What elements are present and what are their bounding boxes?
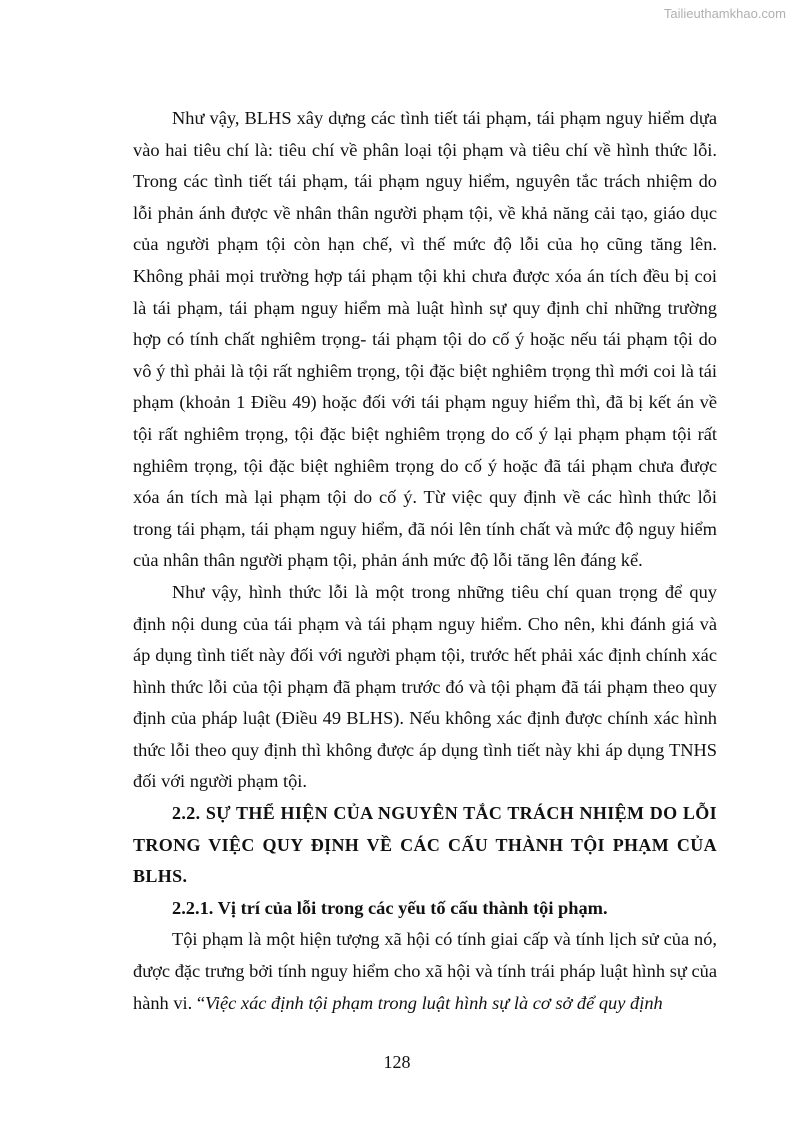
- paragraph-3-text: Tội phạm là một hiện tượng xã hội có tính giai cấp và tính lịch sử của nó, được đặc trưng bởi tính nguy hiểm cho xã hội và tính trái pháp luật hình sự của hành vi. “: [133, 929, 717, 1013]
- page-body: [133, 103, 717, 1019]
- section-heading: 2.2. SỰ THỂ HIỆN CỦA NGUYÊN TẮC TRÁCH NHIỆM DO LỖI TRONG VIỆC QUY ĐỊNH VỀ CÁC CẤU THÀNH TỘI PHẠM CỦA BLHS.: [133, 803, 717, 887]
- paragraph-3: [133, 924, 717, 1019]
- watermark-text: Tailieuthamkhao.com: [663, 6, 786, 21]
- paragraph-1: Như vậy, BLHS xây dựng các tình tiết tái phạm, tái phạm nguy hiểm dựa vào hai tiêu chí là: tiêu chí về phân loại tội phạm và tiêu chí về hình thức lỗi. Trong các tình tiết tái phạm, tái phạm nguy hiểm, nguyên tắc trách nhiệm do lỗi phản ánh được về nhân thân người phạm tội, về khả năng cải tạo, giáo dục của người phạm tội còn hạn chế, vì thế mức độ lỗi của họ cũng tăng lên. Không phải mọi trường hợp tái phạm tội khi chưa được xóa án tích đều bị coi là tái phạm, tái phạm nguy hiểm mà luật hình sự quy định chỉ những trường hợp có tính chất nghiêm trọng- tái phạm tội do cố ý hoặc nếu tái phạm tội do vô ý thì phải là tội rất nghiêm trọng, tội đặc biệt nghiêm trọng thì mới coi là tái phạm (khoản 1 Điều 49) hoặc đối với tái phạm nguy hiểm thì, đã bị kết án về tội rất nghiêm trọng, tội đặc biệt nghiêm trọng do cố ý lại phạm phạm tội rất nghiêm trọng, tội đặc biệt nghiêm trọng do cố ý hoặc đã tái phạm chưa được xóa án tích mà lại phạm tội do cố ý. Từ việc quy định về các hình thức lỗi trong tái phạm, tái phạm nguy hiểm, đã nói lên tính chất và mức độ nguy hiểm của nhân thân người phạm tội, phản ánh mức độ lỗi tăng lên đáng kể.: [133, 108, 717, 571]
- paragraph-3-quote: Việc xác định tội phạm trong luật hình sự là cơ sở để quy định: [205, 992, 663, 1013]
- page-number: 128: [383, 1052, 411, 1072]
- subsection-heading: 2.2.1. Vị trí của lỗi trong các yếu tố cấu thành tội phạm.: [172, 897, 608, 918]
- paragraph-2: Như vậy, hình thức lỗi là một trong những tiêu chí quan trọng để quy định nội dung của tái phạm và tái phạm nguy hiểm. Cho nên, khi đánh giá và áp dụng tình tiết này đối với người phạm tội, trước hết phải xác định chính xác hình thức lỗi của tội phạm đã phạm trước đó và tội phạm đã tái phạm theo quy định của pháp luật (Điều 49 BLHS). Nếu không xác định được chính xác hình thức lỗi theo quy định thì không được áp dụng tình tiết này khi áp dụng TNHS đối với người phạm tội.: [133, 581, 717, 792]
